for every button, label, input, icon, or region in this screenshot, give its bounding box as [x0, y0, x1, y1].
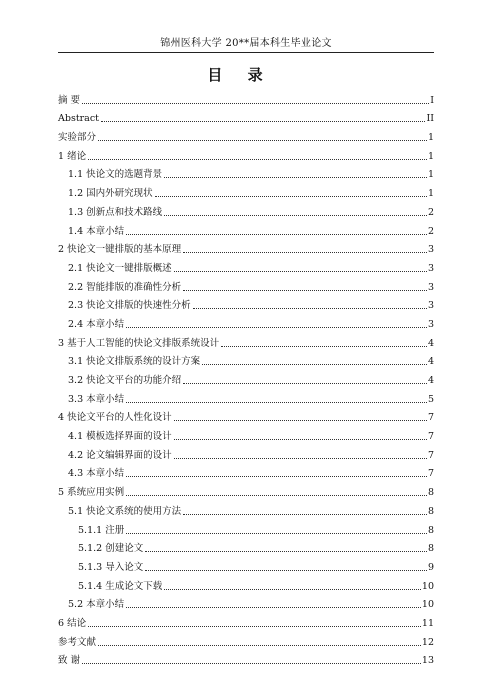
- toc-entry: [58, 499, 434, 518]
- toc-entry: [58, 462, 434, 481]
- toc-entry: [58, 555, 434, 574]
- toc-entry-label: 3.1 快论文排版系统的设计方案: [68, 356, 201, 368]
- toc-entry-page-number: II: [426, 113, 434, 125]
- toc-entry: [58, 219, 434, 238]
- toc-entry-page-number: I: [430, 94, 434, 106]
- toc-entry-label: 1.3 创新点和技术路线: [68, 206, 163, 218]
- toc-entry-page-number: 2: [427, 206, 434, 218]
- toc-entry-label: 5.2 本章小结: [68, 599, 125, 611]
- toc-entry-label: 3.3 本章小结: [68, 393, 125, 405]
- toc-entry-page-number: 3: [427, 244, 434, 256]
- toc-entry-page-number: 4: [427, 356, 434, 368]
- toc-entry: [58, 312, 434, 331]
- toc-entry: [58, 331, 434, 350]
- toc-entry-label: 5.1.3 导入论文: [78, 561, 144, 573]
- toc-entry: [58, 593, 434, 612]
- toc-entry-label: Abstract: [58, 113, 99, 125]
- header-rule: [58, 52, 434, 53]
- toc-entry: [58, 350, 434, 369]
- toc-dot-leader: [126, 607, 421, 608]
- toc-entry: [58, 125, 434, 144]
- toc-dot-leader: [126, 402, 427, 403]
- toc-entry: [58, 294, 434, 313]
- toc-dot-leader: [101, 121, 426, 122]
- toc-entry: [58, 443, 434, 462]
- toc-entry-label: 1.4 本章小结: [68, 225, 125, 237]
- toc-dot-leader: [126, 234, 427, 235]
- toc-entry-page-number: 1: [427, 169, 434, 181]
- toc-entry-page-number: 7: [427, 431, 434, 443]
- toc-entry-label: 2 快论文一键排版的基本原理: [58, 244, 182, 256]
- toc-entry-label: 1.2 国内外研究现状: [68, 188, 153, 200]
- toc-entry-page-number: 8: [427, 524, 434, 536]
- toc-entry-label: 3 基于人工智能的快论文排版系统设计: [58, 337, 220, 349]
- toc-dot-leader: [88, 159, 427, 160]
- toc-entry-label: 4.2 论文编辑界面的设计: [68, 449, 172, 461]
- toc-entry: [58, 88, 434, 107]
- toc-entry-page-number: 1: [427, 150, 434, 162]
- toc-entry-page-number: 4: [427, 337, 434, 349]
- toc-entry: [58, 574, 434, 593]
- toc-entry-page-number: 1: [427, 188, 434, 200]
- toc-dot-leader: [98, 140, 427, 141]
- toc-entry: [58, 630, 434, 649]
- toc-dot-leader: [145, 551, 427, 552]
- toc-entry-page-number: 11: [421, 617, 434, 629]
- toc-dot-leader: [174, 420, 427, 421]
- toc-dot-leader: [174, 439, 427, 440]
- toc-entry-label: 2.4 本章小结: [68, 318, 125, 330]
- toc-entry-label: 4.1 模板选择界面的设计: [68, 431, 172, 443]
- toc-entry-page-number: 9: [427, 561, 434, 573]
- toc-entry: [58, 144, 434, 163]
- toc-entry-page-number: 7: [427, 449, 434, 461]
- toc-entry-page-number: 10: [421, 580, 434, 592]
- toc-entry: [58, 256, 434, 275]
- toc-entry: [58, 611, 434, 630]
- toc-entry-label: 3.2 快论文平台的功能介绍: [68, 375, 182, 386]
- toc-dot-leader: [183, 383, 427, 384]
- toc-entry-label: 2.1 快论文一键排版概述: [68, 262, 172, 274]
- toc-entry-label: 5.1.4 生成论文下载: [78, 580, 163, 592]
- toc-entry-label: 1.1 快论文的选题背景: [68, 169, 163, 181]
- toc-dot-leader: [202, 364, 427, 365]
- toc-entry: [58, 387, 434, 406]
- toc-entry-page-number: 3: [427, 318, 434, 330]
- toc-entry-label: 5.1 快论文系统的使用方法: [68, 505, 182, 517]
- toc-entry-page-number: 7: [427, 412, 434, 424]
- toc-dot-leader: [174, 458, 427, 459]
- toc-entry-label: 4 快论文平台的人性化设计: [58, 412, 172, 424]
- toc-dot-leader: [183, 290, 427, 291]
- toc-entry: [58, 518, 434, 537]
- toc-entry-label: 参考文献: [58, 636, 97, 648]
- toc-entry: [58, 163, 434, 182]
- toc-entry-page-number: 3: [427, 300, 434, 312]
- toc-entry-label: 致 谢: [58, 655, 81, 667]
- toc-entry-page-number: 2: [427, 225, 434, 237]
- running-header: 锦州医科大学 20**届本科生毕业论文: [58, 34, 434, 53]
- toc-entry: [58, 181, 434, 200]
- toc-entry-page-number: 8: [427, 487, 434, 499]
- toc-entry-label: 4.3 本章小结: [68, 468, 125, 480]
- toc-dot-leader: [145, 570, 427, 571]
- toc-entry-label: 1 绪论: [58, 150, 87, 162]
- toc-entry-page-number: 13: [421, 655, 434, 667]
- toc-entry-label: 5.1.2 创建论文: [78, 543, 144, 555]
- table-of-contents: [58, 88, 434, 667]
- toc-entry: [58, 368, 434, 387]
- toc-entry-page-number: 8: [427, 543, 434, 555]
- toc-entry-label: 2.3 快论文排版的快速性分析: [68, 300, 191, 312]
- toc-entry-page-number: 1: [427, 132, 434, 144]
- toc-entry-page-number: 8: [427, 505, 434, 517]
- toc-dot-leader: [82, 663, 421, 664]
- toc-dot-leader: [126, 495, 427, 496]
- toc-entry: [58, 537, 434, 556]
- toc-dot-leader: [164, 215, 427, 216]
- toc-entry: [58, 424, 434, 443]
- toc-dot-leader: [155, 196, 427, 197]
- toc-dot-leader: [183, 514, 427, 515]
- toc-entry: [58, 107, 434, 126]
- toc-entry-label: 实验部分: [58, 132, 97, 144]
- toc-dot-leader: [193, 308, 427, 309]
- toc-entry-label: 5.1.1 注册: [78, 524, 125, 536]
- toc-dot-leader: [174, 271, 427, 272]
- toc-dot-leader: [183, 252, 427, 253]
- toc-entry-label: 5 系统应用实例: [58, 487, 125, 499]
- toc-entry: [58, 480, 434, 499]
- toc-entry-page-number: 3: [427, 281, 434, 293]
- toc-dot-leader: [126, 476, 427, 477]
- toc-entry-page-number: 5: [427, 393, 434, 405]
- toc-entry-page-number: 10: [421, 599, 434, 611]
- toc-entry: [58, 275, 434, 294]
- toc-entry: [58, 649, 434, 668]
- toc-entry-page-number: 3: [427, 262, 434, 274]
- toc-dot-leader: [98, 645, 421, 646]
- toc-dot-leader: [126, 327, 427, 328]
- toc-entry: [58, 238, 434, 257]
- toc-entry-label: 摘 要: [58, 94, 81, 106]
- toc-dot-leader: [164, 177, 427, 178]
- toc-title: 目 录: [207, 66, 273, 84]
- toc-dot-leader: [126, 533, 427, 534]
- toc-entry-page-number: 12: [421, 636, 434, 648]
- toc-entry: [58, 406, 434, 425]
- toc-entry: [58, 200, 434, 219]
- toc-entry-label: 6 结论: [58, 617, 87, 629]
- toc-entry-page-number: 7: [427, 468, 434, 480]
- toc-dot-leader: [221, 346, 427, 347]
- toc-dot-leader: [82, 103, 429, 104]
- toc-dot-leader: [164, 589, 421, 590]
- toc-dot-leader: [88, 626, 421, 627]
- toc-entry-label: 2.2 智能排版的准确性分析: [68, 281, 182, 293]
- toc-entry-page-number: 4: [427, 375, 434, 386]
